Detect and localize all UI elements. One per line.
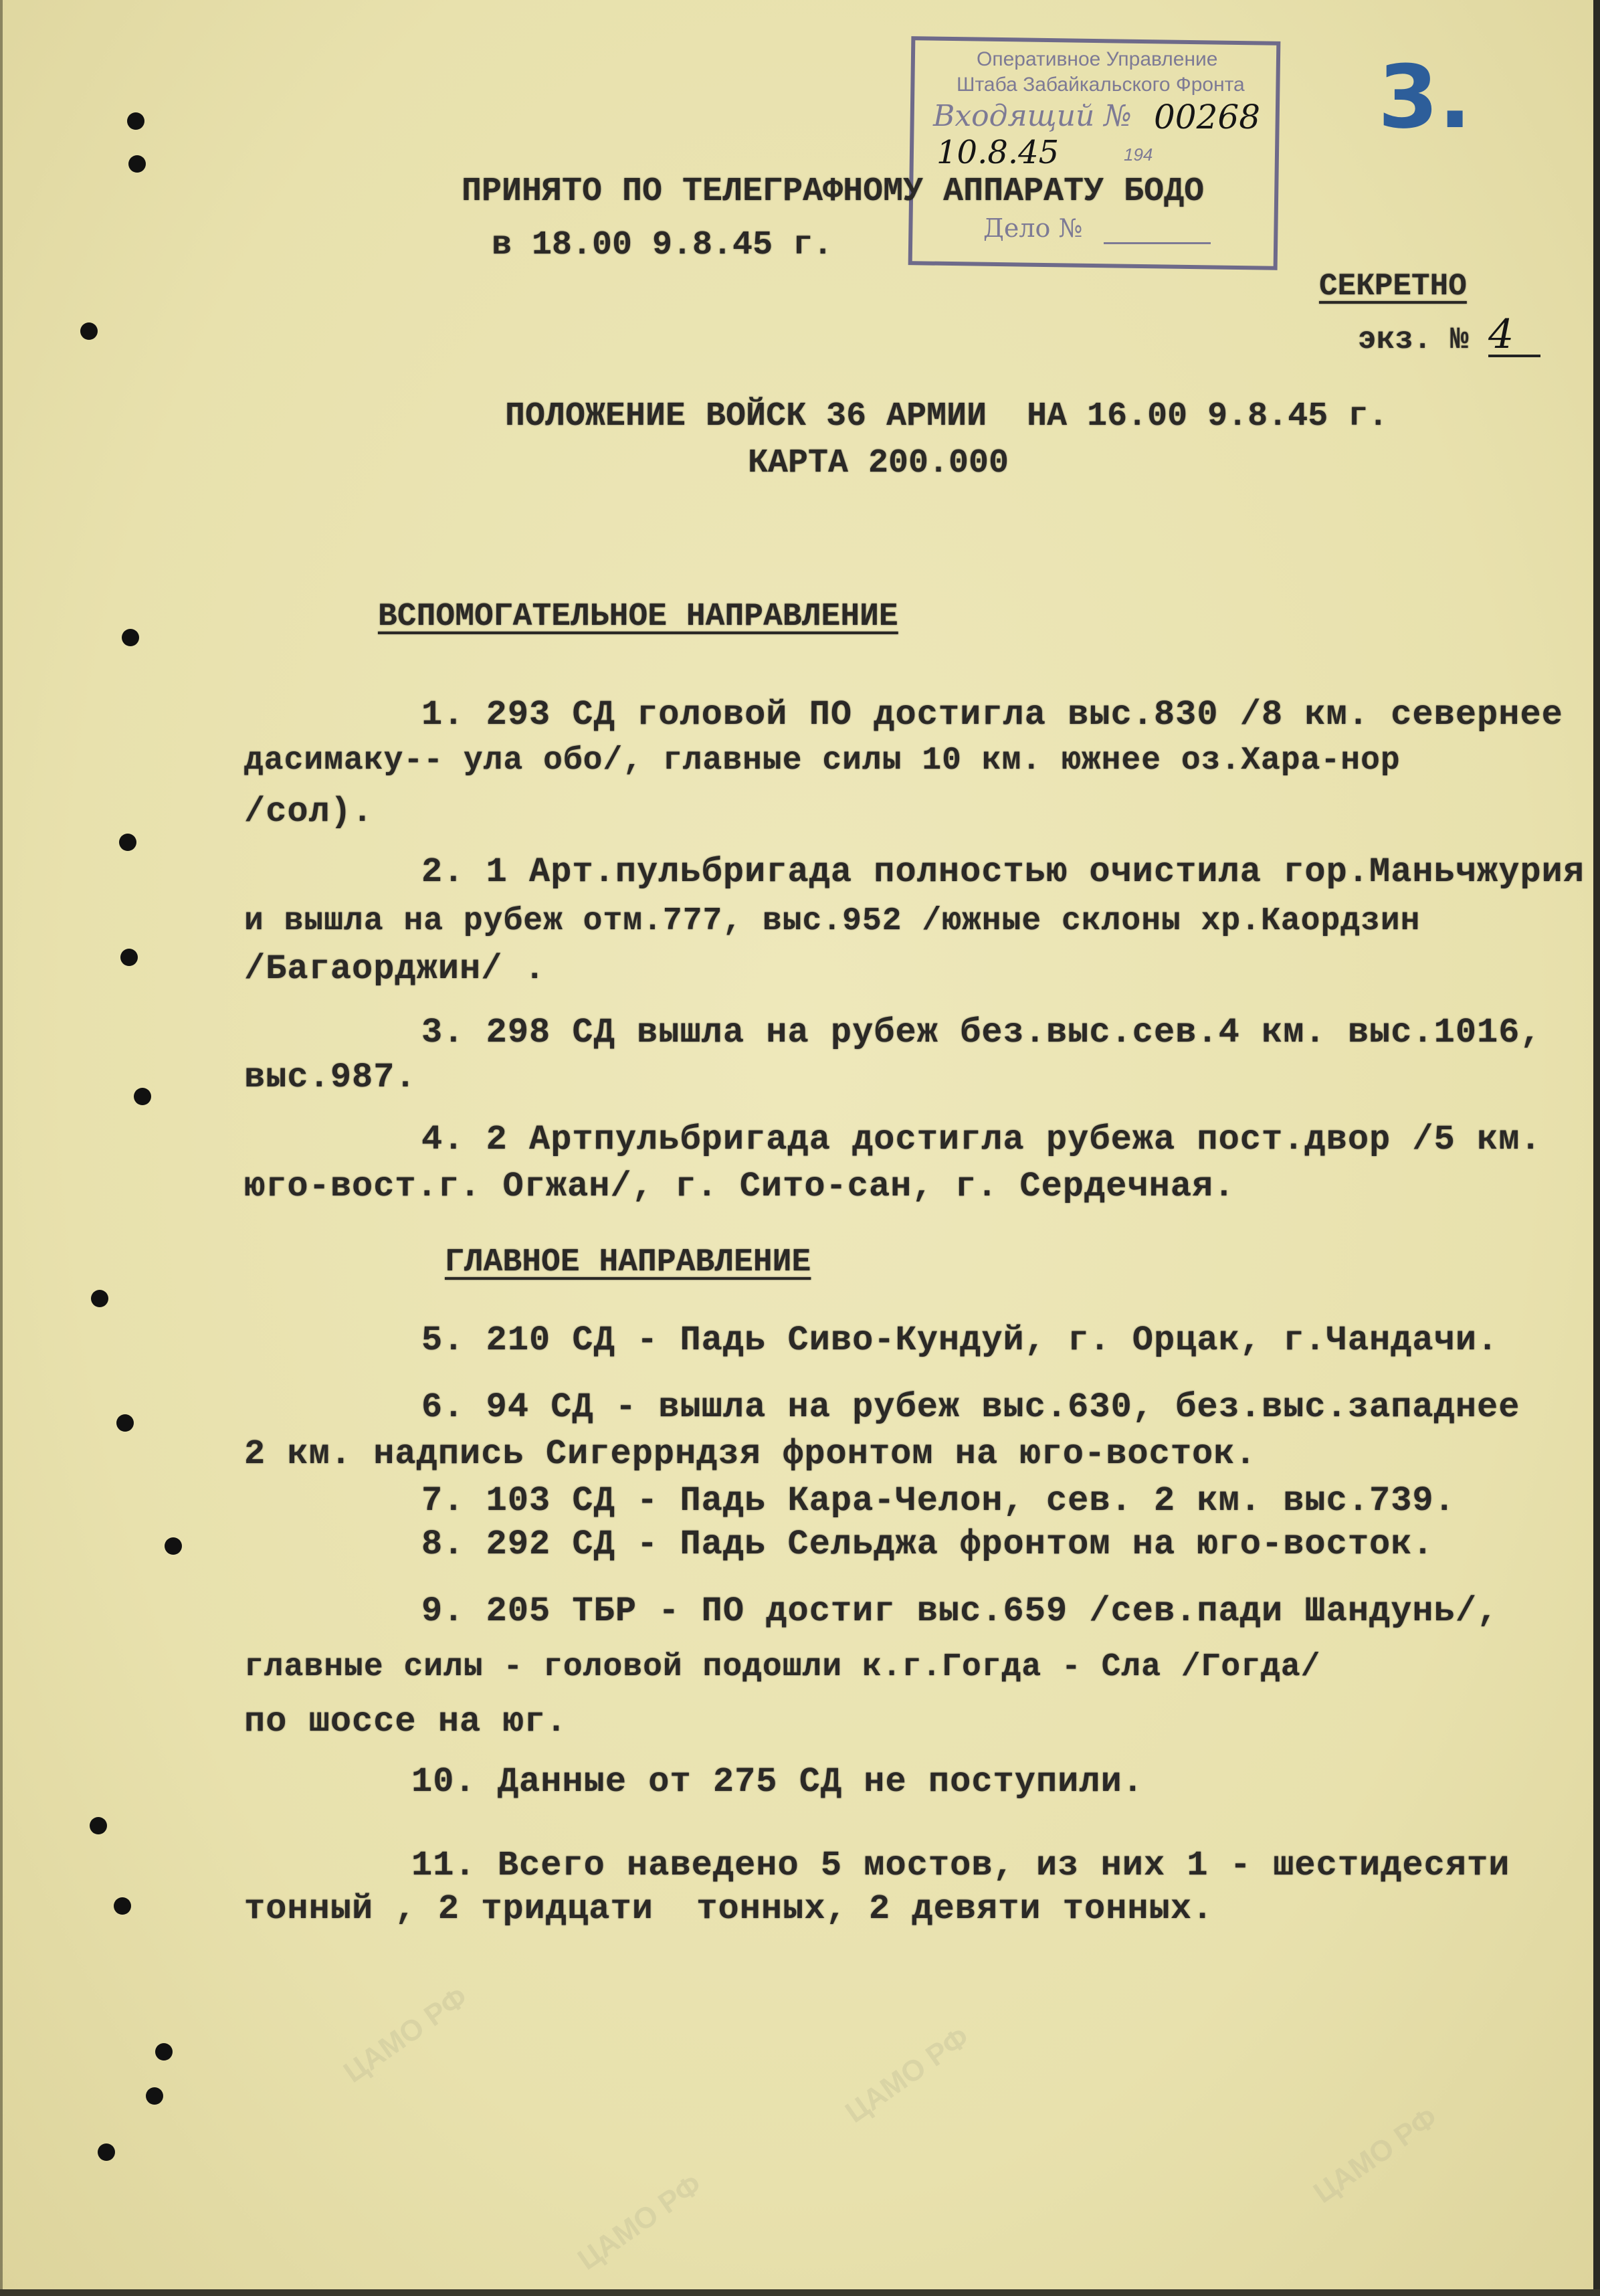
stamp-case-label: Дело № [983,213,1083,243]
watermark: ЦАМО РФ [1307,2101,1443,2210]
item-1-line-1: 1. 293 СД головой ПО достигла выс.830 /8 км. севернее [421,695,1563,735]
item-2-line-2: и вышла на рубеж отм.777, выс.952 /южные склоны хр.Каордзин [244,903,1421,939]
item-2-line-3: /Багаорджин/ . [244,949,546,989]
item-4-line-2: юго-вост.г. Огжан/, г. Сито-сан, г. Сердечная. [244,1167,1235,1206]
classification: СЕКРЕТНО [1319,269,1467,304]
item-9-line-1: 9. 205 ТБР - ПО достиг выс.659 /сев.пади Шандунь/, [421,1592,1499,1631]
section-heading-main: ГЛАВНОЕ НАПРАВЛЕНИЕ [445,1244,811,1280]
item-1-line-2: дасимаку-- ула обо/, главные силы 10 км. южнее оз.Хара-нор [244,743,1401,779]
item-7-line-1: 7. 103 СД - Падь Кара-Челон, сев. 2 км. выс.739. [421,1481,1456,1521]
binder-hole [119,834,136,851]
item-2-line-1: 2. 1 Арт.пульбригада полностью очистила гор.Маньчжурия [421,852,1585,892]
item-3-line-1: 3. 298 СД вышла на рубеж без.выс.сев.4 км. выс.1016, [421,1013,1542,1052]
binder-hole [98,2143,115,2161]
binder-hole [114,1897,131,1915]
page-number: 3. [1378,46,1472,148]
binder-hole [116,1414,134,1432]
stamp-line-1: Оперативное Управление [977,48,1218,70]
title-line-2: КАРТА 200.000 [748,444,1009,482]
binder-hole [120,949,138,966]
binder-hole [127,112,144,130]
binder-hole [134,1088,151,1105]
binder-hole [155,2043,173,2061]
stamp-case-line [1104,242,1211,244]
item-6-line-1: 6. 94 СД - вышла на рубеж выс.630, без.выс.западнее [421,1388,1520,1427]
item-11-line-1: 11. Всего наведено 5 мостов, из них 1 - шестидесяти [411,1846,1510,1885]
item-9-line-3: по шоссе на юг. [244,1702,568,1741]
item-9-line-2: главные силы - головой подошли к.г.Гогда - Сла /Гогда/ [244,1649,1321,1685]
binder-hole [80,322,98,340]
binder-hole [165,1537,182,1555]
stamp-date: 10.8.45 [936,134,1060,171]
item-1-line-3: /сол). [244,792,374,832]
stamp-incoming-number: 00268 [1154,98,1261,136]
section-heading-auxiliary: ВСПОМОГАТЕЛЬНОЕ НАПРАВЛЕНИЕ [378,599,898,635]
item-10-line-1: 10. Данные от 275 СД не поступили. [411,1762,1144,1802]
watermark: ЦАМО РФ [571,2168,708,2277]
received-line: ПРИНЯТО ПО ТЕЛЕГРАФНОМУ АППАРАТУ БОДО [462,173,1205,211]
stamp-incoming-label: Входящий № [933,99,1132,133]
item-3-line-2: выс.987. [244,1058,417,1097]
item-4-line-1: 4. 2 Артпульбригада достигла рубежа пост.двор /5 км. [421,1120,1542,1159]
scan-edge-left [0,0,3,2296]
title-line-1: ПОЛОЖЕНИЕ ВОЙСК 36 АРМИИ НА 16.00 9.8.45 г. [505,397,1389,436]
scan-edge-right [1593,0,1600,2296]
copy-number: 4 [1488,314,1540,357]
scan-edge-bottom [0,2289,1600,2296]
binder-hole [122,629,139,646]
watermark: ЦАМО РФ [839,2020,975,2129]
binder-hole [128,155,146,173]
copy-label: экз. № [1358,322,1469,357]
watermark: ЦАМО РФ [337,1980,474,2089]
binder-hole [146,2087,163,2105]
stamp-year: 194 [1124,145,1153,165]
stamp-line-2: Штаба Забайкальского Фронта [957,74,1245,96]
item-5-line-1: 5. 210 СД - Падь Сиво-Кундуй, г. Орцак, г.Чандачи. [421,1321,1499,1360]
received-time: в 18.00 9.8.45 г. [492,226,833,264]
binder-hole [90,1817,107,1834]
item-8-line-1: 8. 292 СД - Падь Сельджа фронтом на юго-восток. [421,1525,1434,1564]
item-6-line-2: 2 км. надпись Сигеррндзя фронтом на юго-восток. [244,1434,1257,1474]
item-11-line-2: тонный , 2 тридцати тонных, 2 девяти тонных. [244,1889,1214,1929]
binder-hole [91,1290,108,1307]
